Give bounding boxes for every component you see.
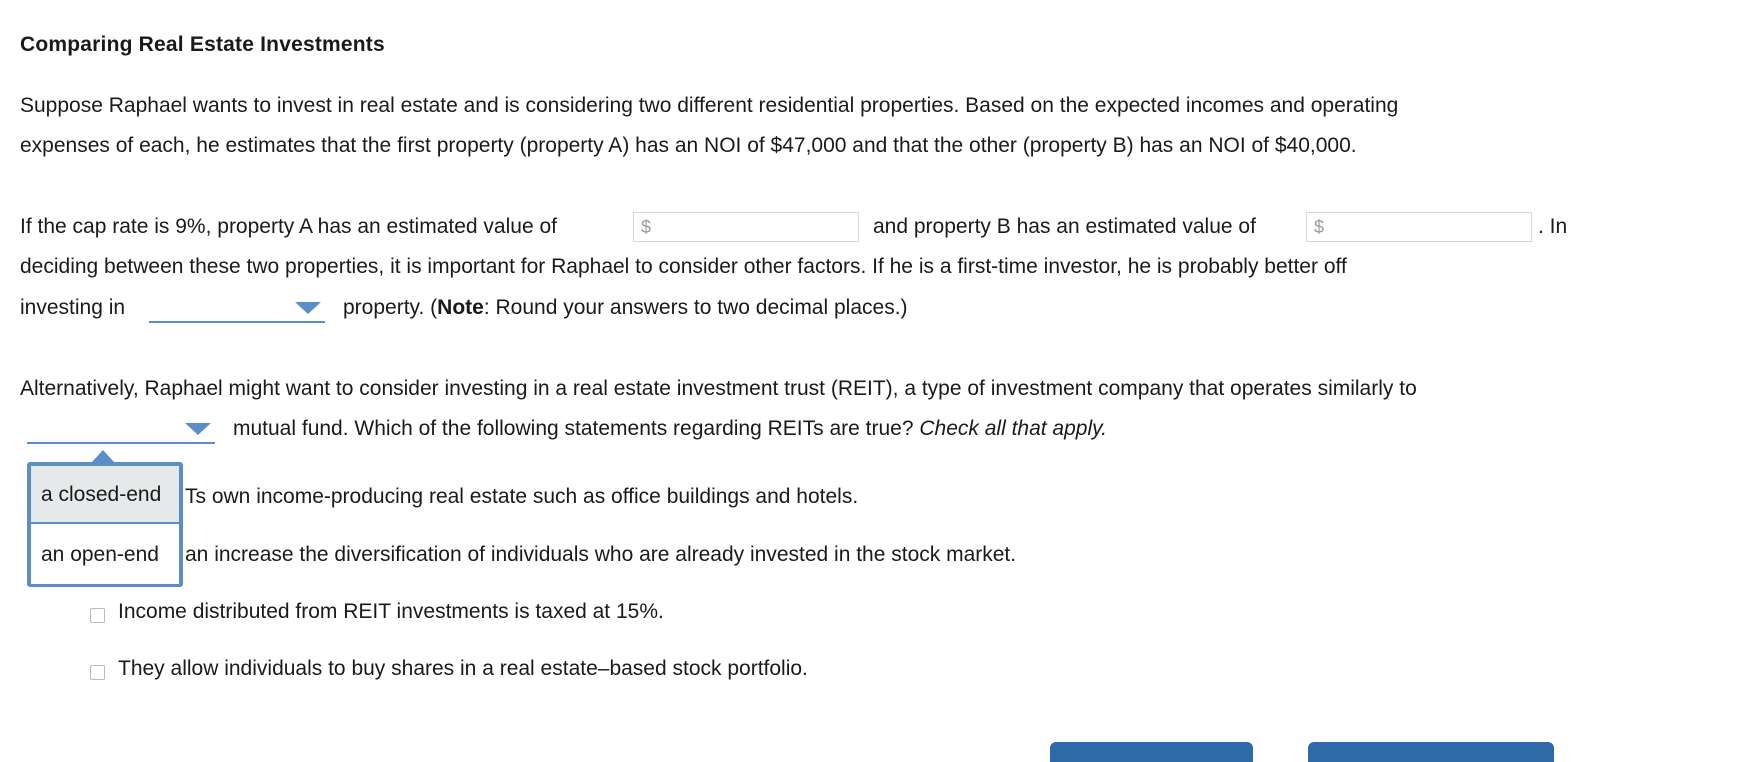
option-closed-end[interactable]: a closed-end xyxy=(31,466,179,524)
dollar-prefix: $ xyxy=(1314,217,1325,237)
popup-caret-icon xyxy=(92,450,114,462)
intro-line-2: expenses of each, he estimates that the first property (property A) has an NOI of $47,000 and that the other (property B) has an NOI of $40,000. xyxy=(20,134,1357,157)
q1-line-3-before: investing in xyxy=(20,296,126,319)
note-text: : Round your answers to two decimal places.) xyxy=(483,296,908,319)
option-open-end[interactable]: an open-end xyxy=(31,526,179,584)
q2-line-2-text: mutual fund. Which of the following statements regarding REITs are true? xyxy=(233,417,914,440)
q1-text-after-b: . In xyxy=(1538,215,1568,238)
statement-3-text: Income distributed from REIT investments is taxed at 15%. xyxy=(118,600,664,623)
intro-line-1: Suppose Raphael wants to invest in real estate and is considering two different residential properties. Based on the expected incomes and operating xyxy=(20,94,1399,117)
chevron-down-icon xyxy=(295,302,321,314)
q1-line-3-after xyxy=(343,293,908,323)
q1-text-between: and property B has an estimated value of xyxy=(873,215,1256,238)
q1-line-3-after-text: property. ( xyxy=(343,296,438,319)
dollar-prefix: $ xyxy=(641,217,652,237)
property-b-value-input[interactable] xyxy=(1306,212,1532,242)
action-button-1[interactable] xyxy=(1050,742,1253,762)
problem-title: Comparing Real Estate Investments xyxy=(20,33,385,56)
action-button-2[interactable] xyxy=(1308,742,1554,762)
q1-text-before-a: If the cap rate is 9%, property A has an estimated value of xyxy=(20,215,557,238)
fund-type-options-popup xyxy=(27,462,183,587)
statement-2-text: an increase the diversification of individuals who are already invested in the stock market. xyxy=(185,543,1017,566)
statement-3-checkbox[interactable] xyxy=(90,608,105,623)
q1-line-2: deciding between these two properties, it is important for Raphael to consider other factors. If he is a first-time investor, he is probably better off xyxy=(20,255,1347,278)
chevron-down-icon xyxy=(185,423,211,435)
statement-4-text: They allow individuals to buy shares in a real estate–based stock portfolio. xyxy=(118,657,808,680)
property-choice-dropdown[interactable] xyxy=(149,293,325,323)
property-a-value-input[interactable] xyxy=(633,212,859,242)
statement-1-text: Ts own income-producing real estate such as office buildings and hotels. xyxy=(185,485,859,508)
fund-type-dropdown[interactable] xyxy=(27,414,215,444)
note-label: Note xyxy=(437,296,484,319)
statement-4-checkbox[interactable] xyxy=(90,665,105,680)
q2-line-1: Alternatively, Raphael might want to consider investing in a real estate investment trust (REIT), a type of investment company that operates similarly to xyxy=(20,377,1417,400)
q2-line-2 xyxy=(233,414,1107,444)
check-all-instruction: Check all that apply. xyxy=(919,417,1107,440)
